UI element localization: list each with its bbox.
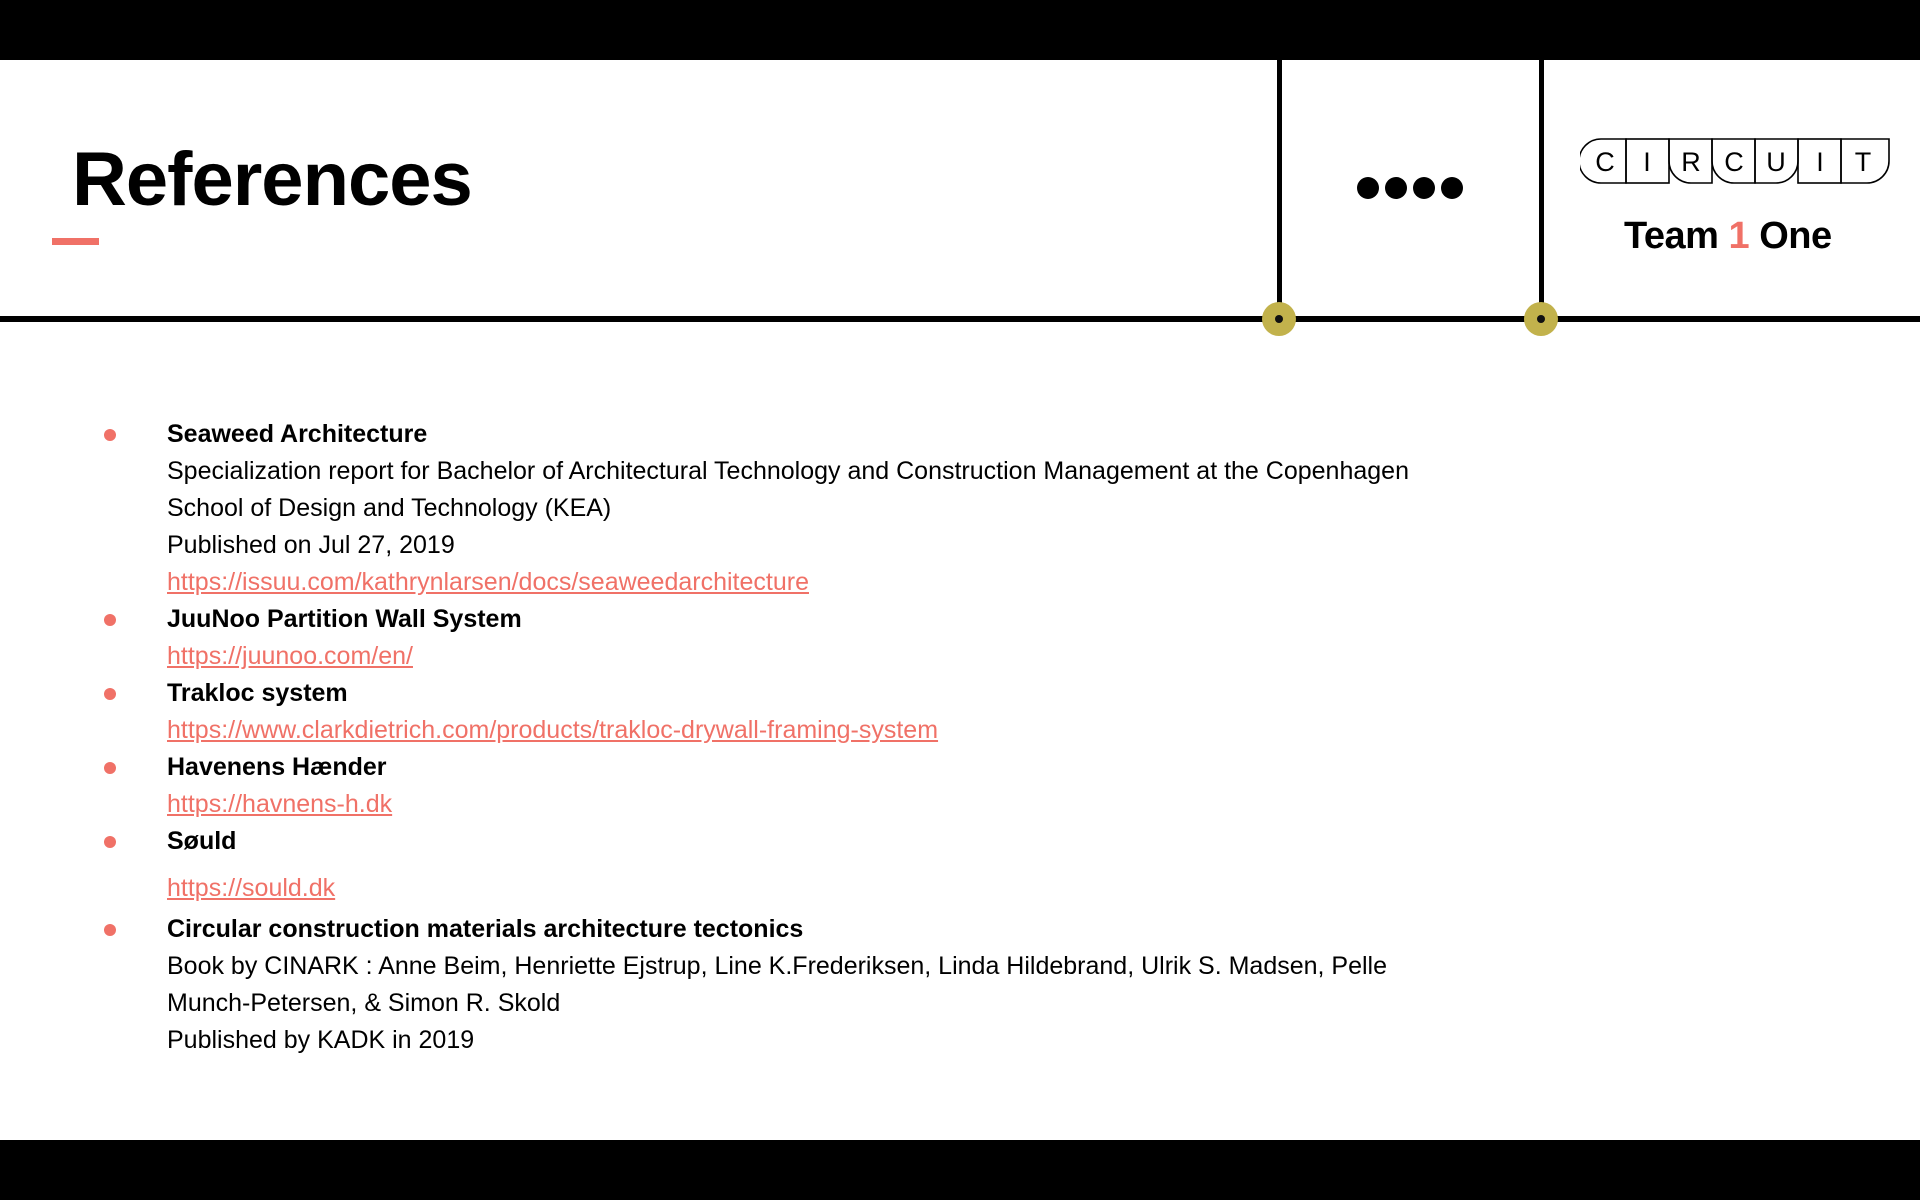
reference-item: [104, 823, 1564, 907]
logo-letter: I: [1643, 147, 1651, 177]
reference-item: [104, 601, 1564, 675]
reference-text: Munch-Petersen, & Simon R. Skold: [167, 989, 561, 1017]
reference-item: [104, 675, 1564, 749]
circuit-node-icon: [1524, 302, 1558, 336]
reference-text: Published by KADK in 2019: [167, 1026, 475, 1054]
reference-link[interactable]: https://issuu.com/kathrynlarsen/docs/seaweedarchitecture: [167, 568, 809, 596]
reference-link[interactable]: https://www.clarkdietrich.com/products/trakloc-drywall-framing-system: [167, 716, 939, 744]
dots-icon: [1357, 177, 1463, 199]
reference-title: Seaweed Architecture: [167, 420, 428, 448]
logo-letter: T: [1854, 147, 1872, 177]
team-name: Team 1 One: [1624, 215, 1832, 257]
reference-link[interactable]: https://sould.dk: [167, 874, 336, 902]
circuit-node-icon: [1262, 302, 1296, 336]
title-accent-bar: [52, 238, 99, 245]
header-rule: [0, 316, 1920, 322]
header-divider-left: [1277, 60, 1282, 318]
reference-title: Circular construction materials architecture tectonics: [167, 915, 804, 943]
reference-text: Published on Jul 27, 2019: [167, 531, 455, 559]
reference-item: [104, 911, 1564, 1059]
reference-item: [104, 416, 1564, 601]
reference-link[interactable]: https://juunoo.com/en/: [167, 642, 413, 670]
team-number: 1: [1728, 215, 1750, 257]
circuit-logo: [1580, 138, 1890, 184]
references-list: [104, 416, 1564, 1059]
logo-letter: C: [1595, 147, 1615, 177]
slide: [0, 60, 1920, 1140]
logo-letter: R: [1681, 147, 1701, 177]
page-title: References: [72, 137, 472, 222]
reference-title: Søuld: [167, 827, 237, 855]
reference-title: Havenens Hænder: [167, 753, 387, 781]
logo-letter: I: [1816, 147, 1824, 177]
logo-letter: C: [1724, 147, 1744, 177]
reference-text: Specialization report for Bachelor of Architectural Technology and Construction Management at the Copenhagen: [167, 457, 1409, 485]
logo-letter: U: [1766, 147, 1786, 177]
reference-item: [104, 749, 1564, 823]
header-divider-right: [1539, 60, 1544, 318]
reference-title: Trakloc system: [167, 679, 348, 707]
reference-link[interactable]: https://havnens-h.dk: [167, 790, 393, 818]
reference-text: Book by CINARK : Anne Beim, Henriette Ejstrup, Line K.Frederiksen, Linda Hildebrand, Ulrik S. Madsen, Pelle: [167, 952, 1388, 980]
reference-text: School of Design and Technology (KEA): [167, 494, 612, 522]
reference-title: JuuNoo Partition Wall System: [167, 605, 522, 633]
